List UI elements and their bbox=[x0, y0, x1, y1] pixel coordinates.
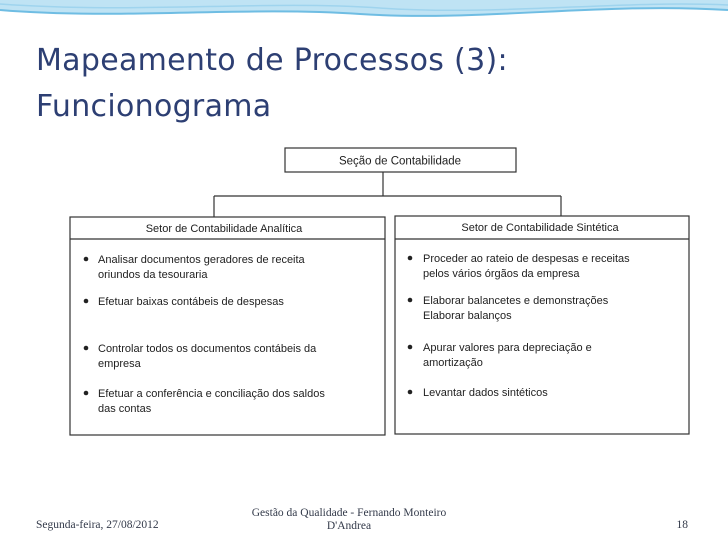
slide-title-line1: Mapeamento de Processos (3): bbox=[36, 43, 508, 78]
right-activity-text: Proceder ao rateio de despesas e receitas bbox=[423, 253, 630, 265]
right-activity-text: pelos vários órgãos da empresa bbox=[423, 268, 580, 280]
right-activity-bullet bbox=[408, 390, 413, 395]
top-unit-label: Seção de Contabilidade bbox=[338, 155, 462, 168]
left-activity-bullet bbox=[84, 346, 89, 351]
left-activity-text: empresa bbox=[98, 358, 141, 370]
slide-number: 18 bbox=[676, 519, 688, 531]
footer-date: Segunda-feira, 27/08/2012 bbox=[36, 519, 159, 531]
right-sector-box bbox=[395, 216, 689, 434]
right-sector-title: Setor de Contabilidade Sintética bbox=[461, 222, 619, 234]
left-activity-bullet bbox=[84, 257, 89, 262]
left-activity-text: Efetuar baixas contábeis de despesas bbox=[98, 296, 284, 308]
left-sector-title: Setor de Contabilidade Analítica bbox=[145, 223, 303, 235]
right-activity-text: amortização bbox=[423, 357, 483, 369]
left-activity-text: das contas bbox=[98, 403, 152, 415]
left-activity-text: Efetuar a conferência e conciliação dos saldos bbox=[98, 388, 325, 400]
right-activity-text: Levantar dados sintéticos bbox=[423, 387, 548, 399]
left-activity-text: oriundos da tesouraria bbox=[98, 269, 208, 281]
right-activity-text: Elaborar balanços bbox=[423, 310, 512, 322]
right-activity-text: Apurar valores para depreciação e bbox=[423, 342, 592, 354]
slide-title-line2: Funcionograma bbox=[36, 89, 272, 124]
footer-author-line1: Gestão da Qualidade - Fernando Monteiro bbox=[251, 507, 447, 519]
left-activity-text: Controlar todos os documentos contábeis da bbox=[98, 343, 317, 355]
right-activity-bullet bbox=[408, 256, 413, 261]
left-activity-bullet bbox=[84, 391, 89, 396]
right-activity-text: Elaborar balancetes e demonstrações bbox=[423, 295, 609, 307]
right-activity-bullet bbox=[408, 345, 413, 350]
left-activity-bullet bbox=[84, 299, 89, 304]
footer-author-line2: D'Andrea bbox=[326, 520, 372, 532]
left-activity-text: Analisar documentos geradores de receita bbox=[98, 254, 305, 266]
footer-author bbox=[234, 507, 464, 533]
right-activity-bullet bbox=[408, 298, 413, 303]
